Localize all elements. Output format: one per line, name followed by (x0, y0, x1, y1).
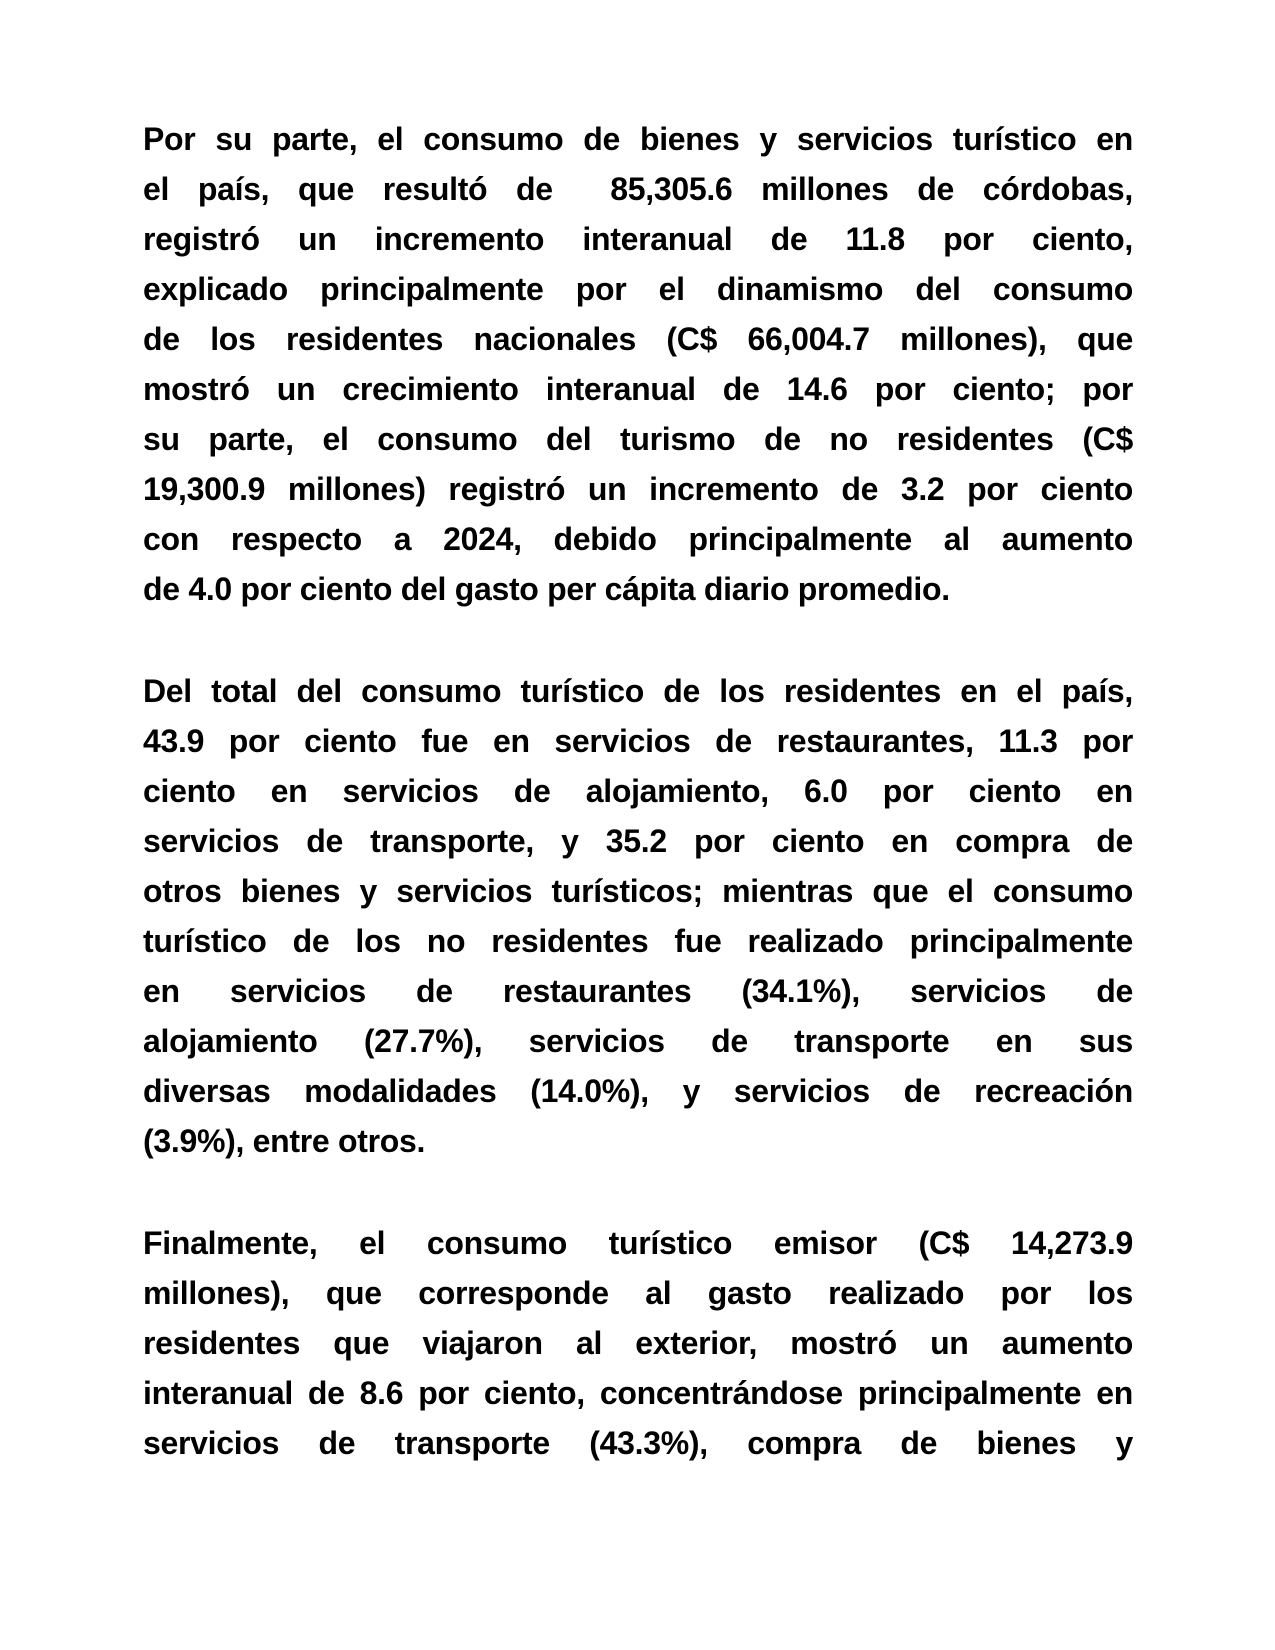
text-line: ciento en servicios de alojamiento, 6.0 por ciento en (143, 773, 1133, 809)
text-line: registró un incremento interanual de 11.8 por ciento, (143, 221, 1133, 257)
text-line: alojamiento (27.7%), servicios de transporte en sus (143, 1023, 1133, 1059)
text-line: (3.9%), entre otros. (143, 1123, 426, 1159)
text-line: interanual de 8.6 por ciento, concentrándose principalmente en (143, 1375, 1133, 1411)
text-line: diversas modalidades (14.0%), y servicios de recreación (143, 1073, 1133, 1109)
text-line: explicado principalmente por el dinamismo del consumo (143, 271, 1133, 307)
text-line: de los residentes nacionales (C$ 66,004.7 millones), que (143, 321, 1133, 357)
text-line: Por su parte, el consumo de bienes y servicios turístico en (143, 121, 1133, 157)
text-line: de 4.0 por ciento del gasto per cápita diario promedio. (143, 571, 950, 607)
text-line: turístico de los no residentes fue realizado principalmente (143, 923, 1133, 959)
text-line: el país, que resultó de 85,305.6 millones de córdobas, (143, 171, 1133, 207)
text-line: residentes que viajaron al exterior, mostró un aumento (143, 1325, 1133, 1361)
text-line: 43.9 por ciento fue en servicios de restaurantes, 11.3 por (143, 723, 1133, 759)
text-line: Del total del consumo turístico de los residentes en el país, (143, 673, 1133, 709)
text-line: con respecto a 2024, debido principalmente al aumento (143, 521, 1133, 557)
text-block (143, 114, 1133, 1520)
text-line: otros bienes y servicios turísticos; mientras que el consumo (143, 873, 1133, 909)
text-line: su parte, el consumo del turismo de no residentes (C$ (143, 421, 1133, 457)
text-line: Finalmente, el consumo turístico emisor (C$ 14,273.9 (143, 1225, 1133, 1261)
text-line: mostró un crecimiento interanual de 14.6 por ciento; por (143, 371, 1133, 407)
text-line: 19,300.9 millones) registró un incremento de 3.2 por ciento (143, 471, 1133, 507)
paragraph-1 (143, 114, 1133, 614)
text-line: servicios de transporte, y 35.2 por ciento en compra de (143, 823, 1133, 859)
text-line: en servicios de restaurantes (34.1%), servicios de (143, 973, 1133, 1009)
paragraph-2 (143, 666, 1133, 1166)
text-line: servicios de transporte (43.3%), compra de bienes y (143, 1425, 1133, 1461)
paragraph-3 (143, 1218, 1133, 1468)
text-line: millones), que corresponde al gasto realizado por los (143, 1275, 1133, 1311)
